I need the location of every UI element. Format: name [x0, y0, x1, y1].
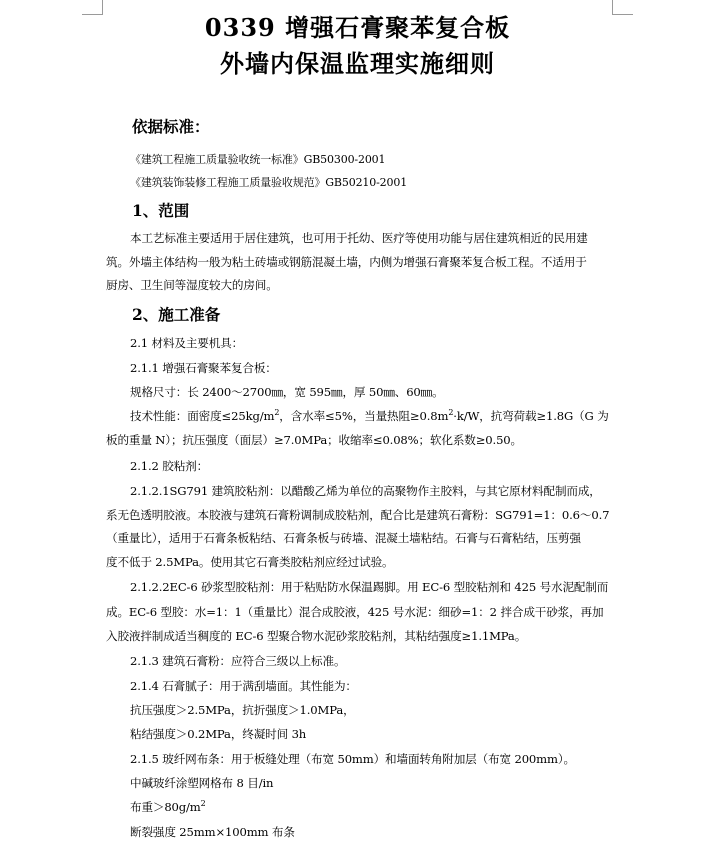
body-line: 布重$>80g/m^2$ [130, 799, 206, 814]
scope-heading: 1、范围 [132, 201, 190, 220]
body-line: 技术性能：面密度$\le 25kg/m^2$，含水率≤5%，当量热阻$\ge 0.8m^2\cdot k/W$，抗弯荷载≥1.8G（G 为 [130, 408, 609, 423]
body-line: 断裂强度 25mm×100mm 布条 [130, 825, 295, 839]
body-line: （重量比），适用于石膏条板粘结、石膏条板与砖墙、混凝土墙粘结。石膏与石膏粘结，压剪强 [106, 531, 581, 545]
body-line: 粘结强度＞0.2MPa，终凝时间 3h [130, 727, 307, 741]
body-line: 规格尺寸：长 2400～2700㎜，宽 595㎜，厚 50㎜、60㎜。 [130, 385, 444, 399]
document-title-line-1: 0339 增强石膏聚苯复合板 [204, 13, 511, 42]
document-title-line-2: 外墙内保温监理实施细则 [220, 49, 495, 78]
body-line: 抗压强度＞2.5MPa，抗折强度＞1.0MPa， [130, 703, 355, 717]
body-line: 成。EC-6 型胶：水=1：1（重量比）混合成胶液，425 号水泥：细砂=1：2 拌合成干砂浆，再加 [106, 605, 604, 619]
body-line: 入胶液拌制成适当稠度的 EC-6 型聚合物水泥砂浆胶粘剂，其粘结强度≥1.1MPa。 [106, 629, 527, 643]
body-line: 2.1.4 石膏腻子：用于满刮墙面。其性能为： [130, 679, 357, 693]
body-line: 2.1 材料及主要机具： [130, 336, 244, 350]
body-line: 2.1.1 增强石膏聚苯复合板： [130, 361, 277, 375]
preparation-heading: 2、施工准备 [132, 305, 221, 324]
body-line: 2.1.5 玻纤网布条：用于板缝处理（布宽 50mm）和墙面转角附加层（布宽 200mm）。 [130, 752, 575, 766]
body-line: 2.1.2.1SG791 建筑胶粘剂：以醋酸乙烯为单位的高聚物作主胶料，与其它原材料配制而成， [130, 484, 601, 498]
basis-heading: 依据标准： [132, 117, 210, 136]
body-line: 2.1.3 建筑石膏粉：应符合三级以上标准。 [130, 654, 346, 668]
standard-item: 《建筑工程施工质量验收统一标准》GB50300-2001 [130, 153, 386, 166]
body-line: 筑。外墙主体结构一般为粘土砖墙或钢筋混凝土墙，内侧为增强石膏聚苯复合板工程。不适用于 [106, 255, 587, 269]
body-line: 度不低于 2.5MPa。使用其它石膏类胶粘剂应经过试验。 [106, 555, 394, 569]
standard-item: 《建筑装饰装修工程施工质量验收规范》GB50210-2001 [130, 176, 408, 189]
body-line: 2.1.2 胶粘剂： [130, 459, 209, 473]
body-line: 厨房、卫生间等湿度较大的房间。 [106, 278, 278, 292]
body-line: 2.1.2.2EC-6 砂浆型胶粘剂：用于粘贴防水保温踢脚。用 EC-6 型胶粘剂和 425 号水泥配制而 [130, 580, 609, 594]
body-line: 系无色透明胶液。本胶液与建筑石膏粉调制成胶粘剂，配合比是建筑石膏粉：SG791=1：0.6～0.7 [106, 508, 610, 522]
body-line: 本工艺标准主要适用于居住建筑，也可用于托幼、医疗等使用功能与居住建筑相近的民用建 [130, 231, 588, 245]
body-line: 板的重量 N）；抗压强度（面层）≥7.0MPa；收缩率≤0.08%；软化系数≥0.50。 [106, 433, 522, 447]
body-line: 中碱玻纤涂塑网格布 8 目/in [130, 776, 274, 790]
